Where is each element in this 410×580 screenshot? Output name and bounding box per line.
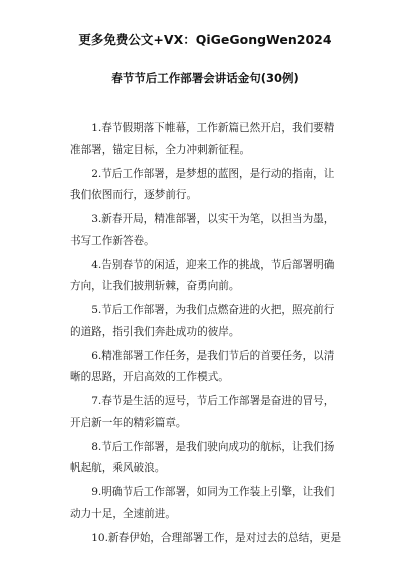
list-item <box>70 209 355 252</box>
list-item-line: 晰的思路，开启高效的工作模式。 <box>70 371 229 383</box>
list-item-line: 8.节后工作部署，是我们驶向成功的航标，让我们扬 <box>91 440 335 453</box>
list-item <box>70 255 355 298</box>
list-item-line: 10.新春伊始，合理部署工作，是对过去的总结，更是 <box>91 531 342 544</box>
list-item <box>70 528 355 550</box>
promo-header: 更多免费公文+VX：QiGeGongWen2024 <box>78 32 332 47</box>
list-item-line: 2.节后工作部署，是梦想的蓝图，是行动的指南，让 <box>91 167 335 180</box>
list-item-line: 9.明确节后工作部署，如同为工作装上引擎，让我们 <box>91 486 335 498</box>
list-item <box>70 164 355 207</box>
list-item <box>70 300 355 343</box>
list-item-line: 书写工作新答卷。 <box>70 234 155 247</box>
list-item-line: 开启新一年的精彩篇章。 <box>70 416 187 429</box>
list-item-line: 准部署，锚定目标，全力冲刺新征程。 <box>70 143 251 156</box>
list-item-line: 1.春节假期落下帷幕，工作新篇已然开启，我们要精 <box>91 122 335 134</box>
list-item-line: 方向，让我们披荆斩棘，奋勇向前。 <box>70 280 240 292</box>
list-item <box>70 118 355 161</box>
list-item <box>70 437 355 480</box>
list-item <box>70 482 355 525</box>
document-title: 春节节后工作部署会讲话金句(30例) <box>111 71 299 85</box>
list-item <box>70 391 355 434</box>
list-item-line: 3.新春开局，精准部署，以实干为笔，以担当为墨， <box>91 213 335 225</box>
list-item-line: 5.节后工作部署，为我们点燃奋进的火把，照亮前行 <box>91 304 335 316</box>
list-item-line: 帆起航，乘风破浪。 <box>70 462 166 474</box>
document-body <box>70 118 355 552</box>
list-item-line: 4.告别春节的闲适，迎来工作的挑战，节后部署明确 <box>91 258 335 271</box>
list-item-line: 7.春节是生活的逗号，节后工作部署是奋进的冒号， <box>91 395 335 407</box>
list-item <box>70 346 355 389</box>
list-item-line: 的道路，指引我们奔赴成功的彼岸。 <box>70 325 240 338</box>
list-item-line: 6.精准部署工作任务，是我们节后的首要任务，以清 <box>91 349 335 362</box>
list-item-line: 动力十足，全速前进。 <box>70 507 176 520</box>
list-item-line: 我们依图而行，逐梦前行。 <box>70 189 198 201</box>
